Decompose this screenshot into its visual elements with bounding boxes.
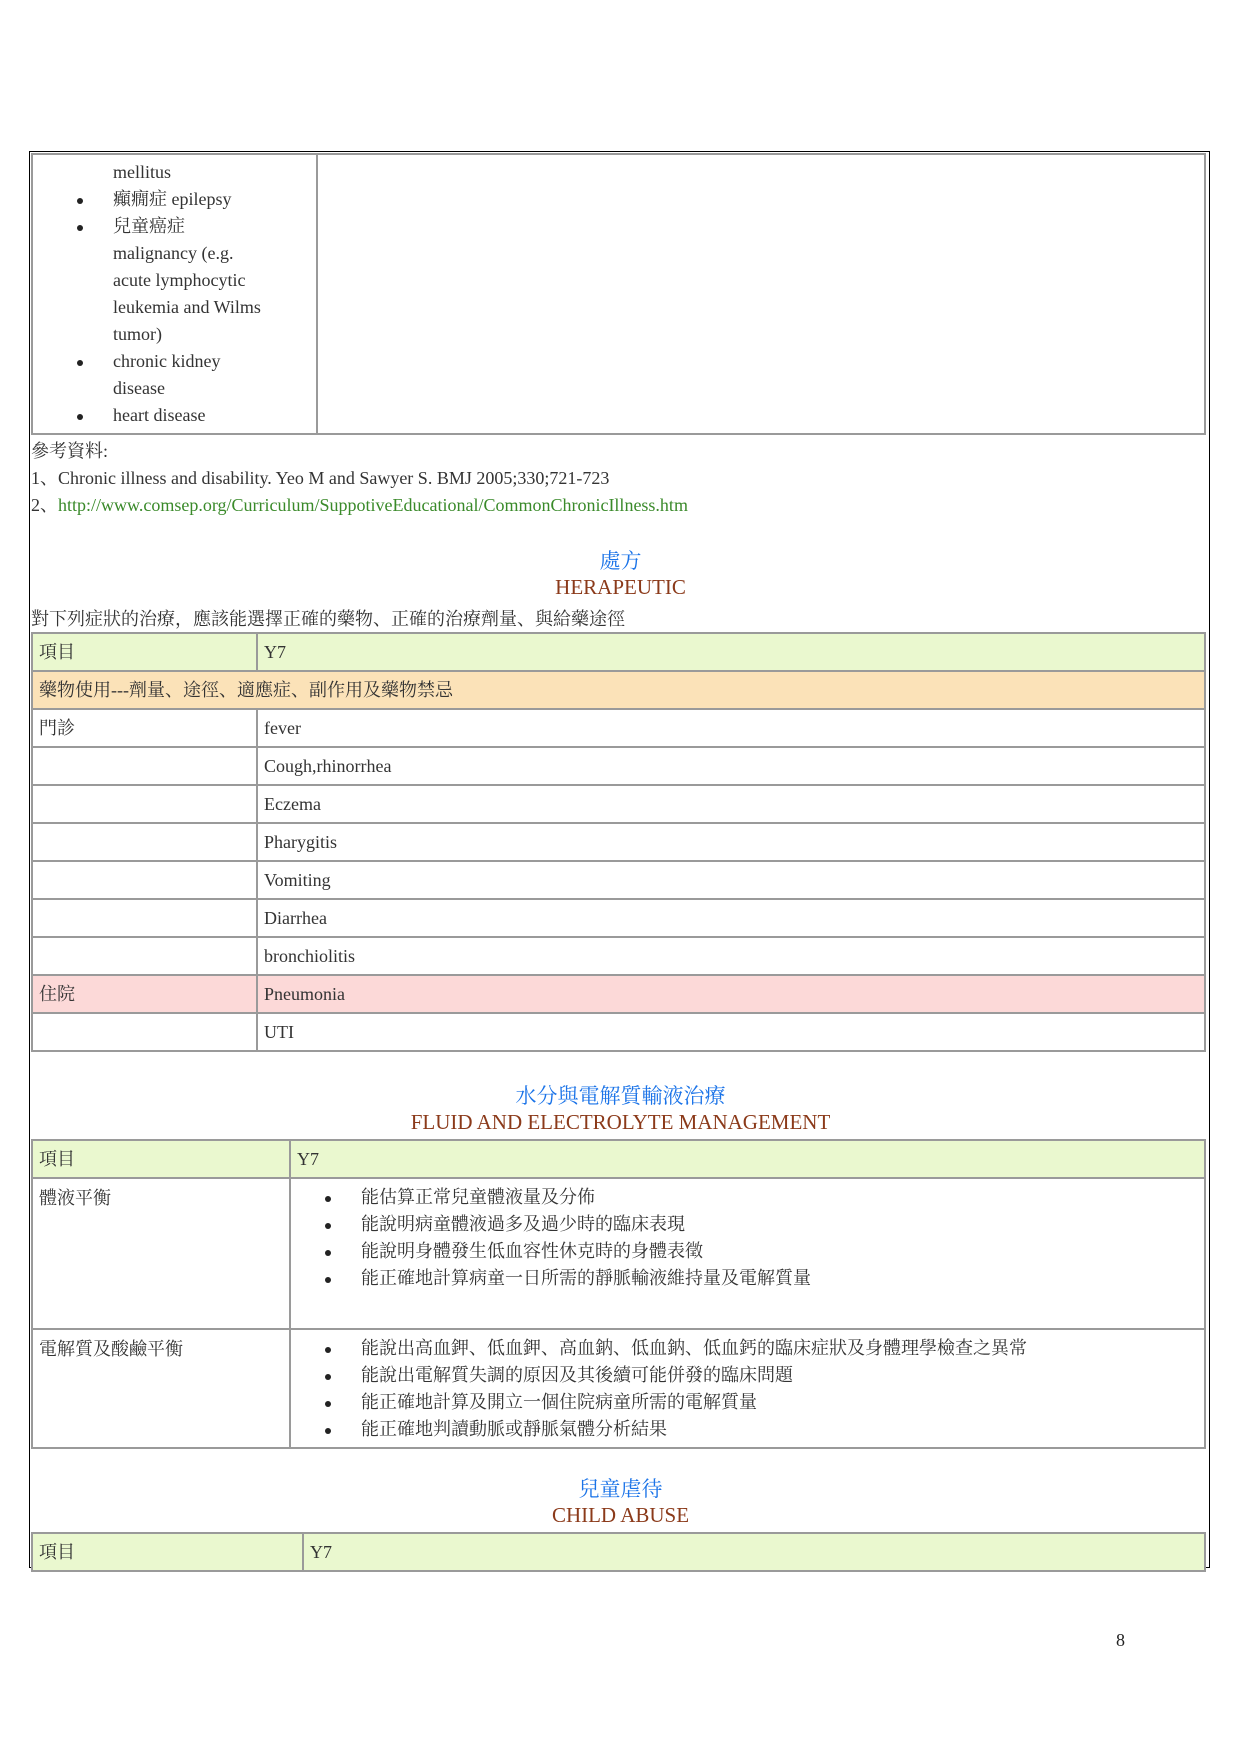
table-header-row — [32, 1533, 1205, 1571]
row-items — [290, 1329, 1205, 1448]
reference-2-prefix: 2、 — [31, 495, 58, 515]
table-row — [32, 1013, 1205, 1051]
row-category — [32, 1013, 257, 1051]
reference-2 — [31, 491, 688, 517]
reference-2-link[interactable]: http://www.comsep.org/Curriculum/SuppotiveEducational/CommonChronicIllness.htm — [58, 495, 688, 515]
row-item: Pneumonia — [257, 975, 1205, 1013]
therapeutic-table — [31, 632, 1206, 1052]
list-item: chronic kidney disease — [113, 348, 273, 402]
abuse-title-en: CHILD ABUSE — [551, 1503, 690, 1527]
row-item: Vomiting — [257, 861, 1205, 899]
illness-list — [113, 186, 273, 429]
table-row — [32, 785, 1205, 823]
row-item: Eczema — [257, 785, 1205, 823]
header-year: Y7 — [257, 633, 1205, 671]
row-category — [32, 899, 257, 937]
row-item: Cough,rhinorrhea — [257, 747, 1205, 785]
row-category: 門診 — [32, 709, 257, 747]
electrolyte-list — [361, 1335, 1198, 1443]
therapeutic-title-en: HERAPEUTIC — [555, 575, 686, 599]
list-item: 能說明身體發生低血容性休克時的身體表徵 — [361, 1238, 1198, 1265]
row-category — [32, 861, 257, 899]
subheader-text: 藥物使用---劑量、途徑、適應症、副作用及藥物禁忌 — [32, 671, 1205, 709]
list-item: 癲癇症 epilepsy — [113, 186, 273, 213]
table-row — [32, 861, 1205, 899]
table-row — [32, 1329, 1205, 1448]
fluid-title-en: FLUID AND ELECTROLYTE MANAGEMENT — [410, 1110, 831, 1134]
empty-cell — [317, 154, 1205, 434]
fluid-list — [361, 1184, 1198, 1292]
table-row — [32, 709, 1205, 747]
chronic-illness-table — [31, 153, 1206, 435]
illness-list-cell — [32, 154, 317, 434]
table-row — [32, 747, 1205, 785]
fluid-table — [31, 1139, 1206, 1449]
table-row — [32, 975, 1205, 1013]
table-subheader-row — [32, 671, 1205, 709]
header-year: Y7 — [303, 1533, 1205, 1571]
fluid-title-zh: 水分與電解質輸液治療 — [515, 1084, 726, 1108]
row-category: 住院 — [32, 975, 257, 1013]
row-category — [32, 747, 257, 785]
header-year: Y7 — [290, 1140, 1205, 1178]
row-item: UTI — [257, 1013, 1205, 1051]
abuse-table — [31, 1532, 1206, 1572]
table-row — [32, 937, 1205, 975]
row-category: 體液平衡 — [32, 1178, 290, 1329]
references-label: 參考資料: — [31, 441, 109, 461]
page-number: 8 — [1116, 1630, 1125, 1650]
table-header-row — [32, 633, 1205, 671]
list-item: 能正確地判讀動脈或靜脈氣體分析結果 — [361, 1416, 1198, 1443]
reference-1: 1、Chronic illness and disability. Yeo M and Sawyer S. BMJ 2005;330;721-723 — [31, 468, 610, 488]
row-item: Pharygitis — [257, 823, 1205, 861]
table-header-row — [32, 1140, 1205, 1178]
list-item: heart disease — [113, 402, 273, 429]
row-category — [32, 937, 257, 975]
row-item: fever — [257, 709, 1205, 747]
list-item: 能估算正常兒童體液量及分佈 — [361, 1184, 1198, 1211]
list-item: 能說出電解質失調的原因及其後續可能併發的臨床問題 — [361, 1362, 1198, 1389]
therapeutic-intro: 對下列症狀的治療，應該能選擇正確的藥物、正確的治療劑量、與給藥途徑 — [31, 609, 625, 629]
table-row — [32, 899, 1205, 937]
therapeutic-title-zh: 處方 — [599, 549, 642, 573]
abuse-title-zh: 兒童虐待 — [578, 1477, 663, 1501]
list-item: mellitus — [113, 162, 171, 182]
list-item: 能說出高血鉀、低血鉀、高血鈉、低血鈉、低血鈣的臨床症狀及身體理學檢查之異常 — [361, 1335, 1198, 1362]
list-item: 能正確地計算病童一日所需的靜脈輸液維持量及電解質量 — [361, 1265, 1198, 1292]
list-item: 能正確地計算及開立一個住院病童所需的電解質量 — [361, 1389, 1198, 1416]
list-item: 兒童癌症 malignancy (e.g. acute lymphocytic leukemia and Wilms tumor) — [113, 213, 273, 348]
row-category — [32, 785, 257, 823]
row-category — [32, 823, 257, 861]
row-item: bronchiolitis — [257, 937, 1205, 975]
header-item: 項目 — [32, 1140, 290, 1178]
table-row — [32, 823, 1205, 861]
list-item: 能說明病童體液過多及過少時的臨床表現 — [361, 1211, 1198, 1238]
row-items — [290, 1178, 1205, 1329]
row-item: Diarrhea — [257, 899, 1205, 937]
header-item: 項目 — [32, 633, 257, 671]
header-item: 項目 — [32, 1533, 303, 1571]
row-category: 電解質及酸鹼平衡 — [32, 1329, 290, 1448]
table-row — [32, 1178, 1205, 1329]
